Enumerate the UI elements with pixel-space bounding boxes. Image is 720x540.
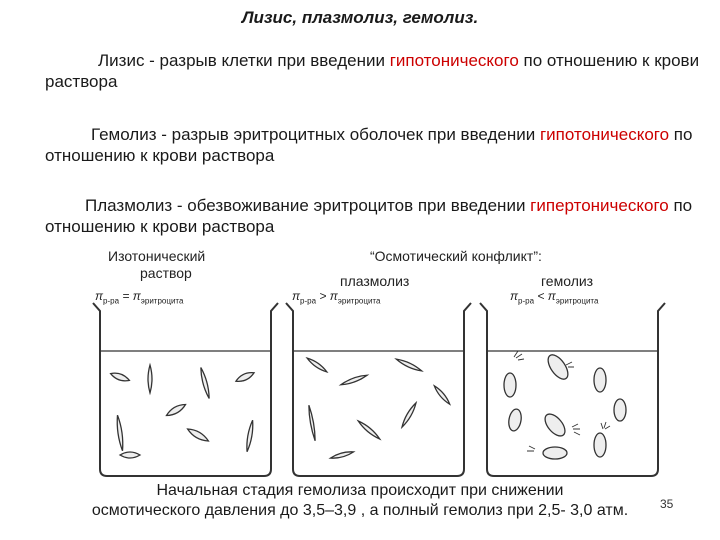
hemolysis-definition	[45, 124, 705, 166]
plasmolysis-definition	[45, 195, 705, 237]
lysis-term: Лизис -	[98, 51, 155, 70]
hemolysis-note-line2: осмотического давления до 3,5–3,9 , а полный гемолиз при 2,5- 3,0 атм.	[91, 502, 629, 519]
plasmolysis-label: плазмолиз	[340, 273, 410, 289]
slide-title: Лизис, плазмолиз, гемолиз.	[241, 8, 479, 27]
plasmolysis-highlight: гипертонического	[530, 196, 669, 215]
isotonic-formula: $\pi_{р-ра} = \pi_{эритроцита}$	[95, 289, 184, 306]
osmotic-conflict-label: “Осмотический конфликт”:	[370, 248, 542, 264]
hemolysis-note	[30, 481, 690, 521]
beaker-hemolysis	[480, 303, 665, 476]
hemolysis-text-after: по отношению к крови раствора	[45, 125, 693, 165]
hemolysis-text-before: разрыв эритроцитных оболочек при введении	[166, 125, 540, 144]
lysis-text-after: по отношению к крови раствора	[45, 51, 700, 91]
isotonic-label-line1: Изотонический	[108, 248, 206, 264]
osmosis-figure	[0, 245, 720, 480]
hemolysis-note-line1: Начальная стадия гемолиза происходит при снижении	[156, 482, 564, 499]
lysis-text-before: разрыв клетки при введении	[154, 51, 390, 70]
beaker-plasmolysis	[286, 303, 471, 476]
lysis-definition	[45, 50, 705, 92]
isotonic-label-line2: раствор	[140, 265, 192, 281]
beakers-drawing	[0, 245, 720, 480]
hemolysis-label: гемолиз	[541, 273, 594, 289]
hemolysis-formula: $\pi_{р-ра} < \pi_{эритроцита}$	[510, 289, 599, 306]
hemolysis-term: Гемолиз -	[91, 125, 167, 144]
plasmolysis-formula: $\pi_{р-ра} > \pi_{эритроцита}$	[292, 289, 381, 306]
hemolysis-highlight: гипотонического	[539, 125, 670, 144]
plasmolysis-term: Плазмолиз -	[85, 196, 183, 215]
beaker-isotonic	[93, 303, 278, 476]
lysis-highlight: гипотонического	[389, 51, 519, 70]
plasmolysis-text-before: обезвоживание эритроцитов при введении	[182, 196, 531, 215]
plasmolysis-text-after: по отношению к крови раствора	[45, 196, 693, 236]
page-number: 35	[660, 497, 674, 511]
